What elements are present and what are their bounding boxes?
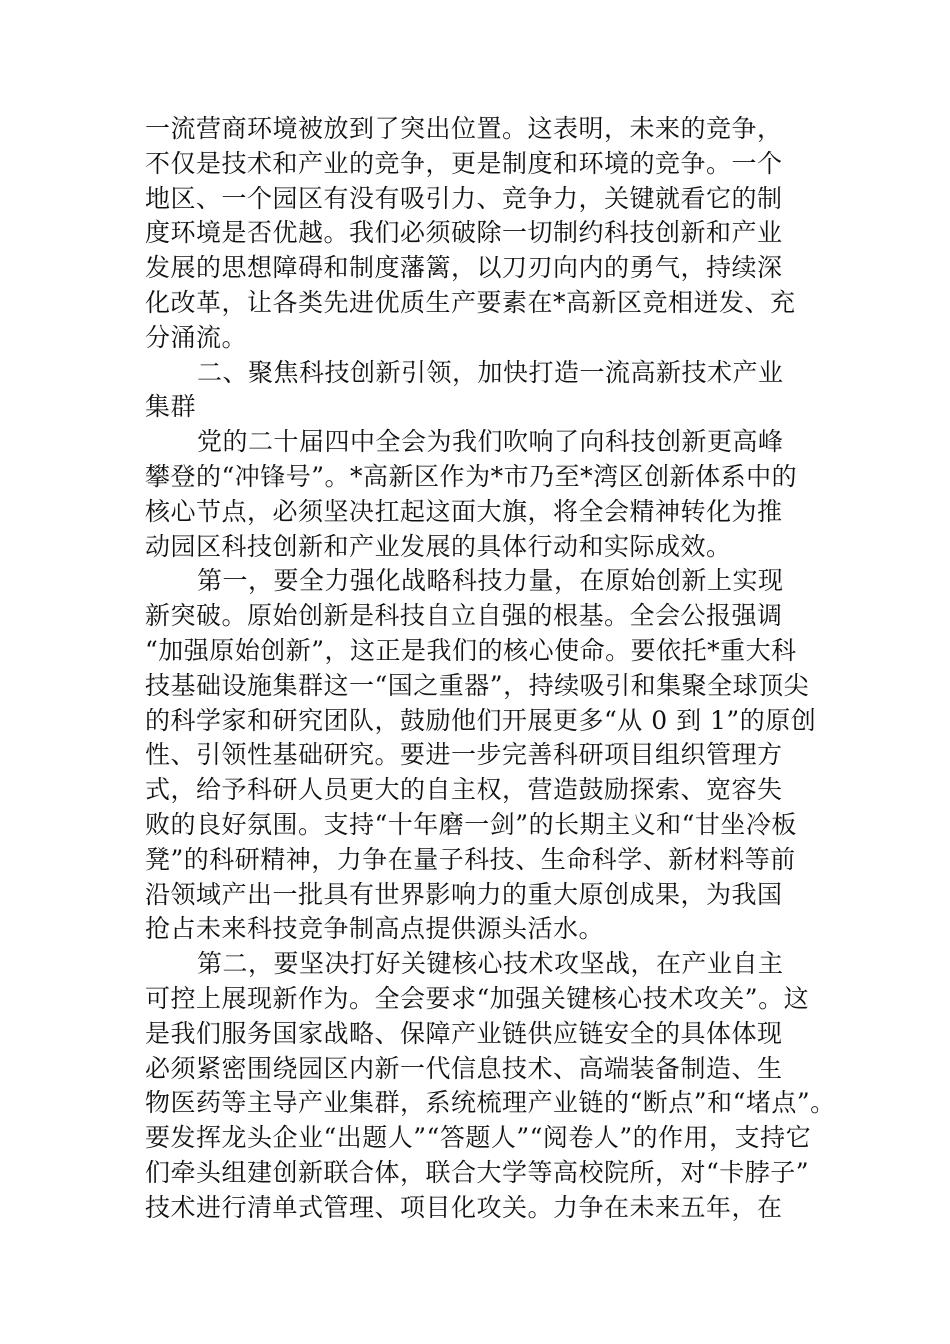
text-line: 动园区科技创新和产业发展的具体行动和实际成效。 [145,531,732,561]
text-line: 党的二十届四中全会为我们吹响了向科技创新更高峰 [197,427,784,457]
text-line: 沿领域产出一批具有世界影响力的重大原创成果，为我国 [145,879,783,909]
text-line: 技基础设施集群这一“国之重器”，持续吸引和集聚全球顶尖 [145,670,810,700]
text-line: 的科学家和研究团队，鼓励他们开展更多“从 0 到 1”的原创 [145,705,817,735]
text-line: 分涌流。 [145,322,248,352]
text-line: 抢占未来科技竞争制高点提供源头活水。 [145,914,605,944]
text-line: 物医药等主导产业集群，系统梳理产业链的“断点”和“堵点”。 [145,1088,836,1118]
text-line: “加强原始创新”，这正是我们的核心使命。要依托*重大科 [145,635,797,665]
text-line: 们牵头组建创新联合体，联合大学等高校院所，对“卡脖子” [145,1157,810,1187]
paragraph-intro [145,425,815,564]
text-line: 败的良好氛围。支持“十年磨一剑”的长期主义和“甘坐冷板 [145,809,797,839]
text-line: 式，给予科研人员更大的自主权，营造鼓励探索、宽容失 [145,775,783,805]
text-line: 化改革，让各类先进优质生产要素在*高新区竞相迸发、充 [145,287,796,317]
paragraph-continuation [145,112,815,356]
heading-line: 二、聚焦科技创新引领，加快打造一流高新技术产业 [197,357,784,387]
text-line: 第二，要坚决打好关键核心技术攻坚战，在产业自主 [197,949,784,979]
section-heading [145,356,815,426]
document-page [145,112,836,1226]
text-line: 凳”的科研精神，力争在量子科技、生命科学、新材料等前 [145,844,796,874]
text-line: 要发挥龙头企业“出题人”“答题人”“阅卷人”的作用，支持它 [145,1123,812,1153]
text-line: 必须紧密围绕园区内新一代信息技术、高端装备制造、生 [145,1053,783,1083]
text-line: 攀登的“冲锋号”。*高新区作为*市乃至*湾区创新体系中的 [145,461,798,491]
text-line: 地区、一个园区有没有吸引力、竞争力，关键就看它的制 [145,183,783,213]
text-line: 发展的思想障碍和制度藩篱，以刀刃向内的勇气，持续深 [145,253,783,283]
heading-line: 集群 [145,392,197,422]
text-line: 一流营商环境被放到了突出位置。这表明，未来的竞争， [145,114,783,143]
text-line: 是我们服务国家战略、保障产业链供应链安全的具体体现 [145,1018,783,1048]
text-line: 新突破。原始创新是科技自立自强的根基。全会公报强调 [145,601,783,631]
text-line: 核心节点，必须坚决扛起这面大旗，将全会精神转化为推 [145,496,783,526]
text-line: 不仅是技术和产业的竞争，更是制度和环境的竞争。一个 [145,148,783,178]
text-line: 第一，要全力强化战略科技力量，在原始创新上实现 [197,566,784,596]
text-line: 技术进行清单式管理、项目化攻关。力争在未来五年，在 [145,1192,783,1222]
paragraph-first-point [145,564,815,947]
text-line: 性、引领性基础研究。要进一步完善科研项目组织管理方 [145,740,783,770]
paragraph-second-point [145,947,836,1225]
text-line: 度环境是否优越。我们必须破除一切制约科技创新和产业 [145,218,783,248]
text-line: 可控上展现新作为。全会要求“加强关键核心技术攻关”。这 [145,983,810,1013]
